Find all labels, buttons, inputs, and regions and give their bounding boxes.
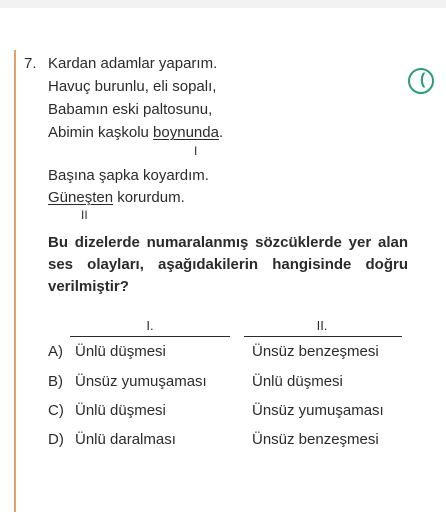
poem-line-4-start: Abimin kaşkolu (48, 124, 154, 141)
option-b-col2: Ünlü düşmesi (252, 373, 343, 390)
column-head-2: II. (316, 318, 328, 333)
option-d-letter[interactable]: D) (48, 431, 64, 448)
option-c-col2: Ünsüz yumuşaması (252, 402, 384, 419)
poem-line-2: Havuç burunlu, eli sopalı, (48, 78, 217, 95)
column-rule-2 (244, 336, 402, 337)
option-a-letter[interactable]: A) (48, 343, 63, 360)
option-b-letter[interactable]: B) (48, 373, 63, 390)
poem-line-6-end: korurdum. (113, 189, 185, 206)
option-a-col2: Ünsüz benzeşmesi (252, 343, 379, 360)
badge-glyph: ( (420, 71, 426, 88)
poem-line-6 (48, 189, 185, 206)
top-strip (0, 0, 446, 8)
question-number: 7. (24, 55, 37, 72)
option-d-col1: Ünlü daralması (75, 431, 176, 448)
roman-mark-2: II (81, 208, 88, 222)
question-text: Bu dizelerde numaralanmış sözcüklerde yer alan ses olayları, aşağıdakilerin hangisinde doğru verilmiştir? (48, 234, 408, 295)
option-b-col1: Ünsüz yumuşaması (75, 373, 207, 390)
marked-word-1: boynunda (153, 124, 219, 141)
option-c-col1: Ünlü düşmesi (75, 402, 166, 419)
poem-line-5: Başına şapka koyardım. (48, 167, 209, 184)
column-rule-1 (70, 336, 230, 337)
poem-line-4-end: . (218, 124, 224, 141)
poem-line-3: Babamın eski paltosunu, (48, 101, 213, 118)
poem-line-1: Kardan adamlar yaparım. (48, 55, 218, 72)
option-d-col2: Ünsüz benzeşmesi (252, 431, 379, 448)
option-a-col1: Ünlü düşmesi (75, 343, 166, 360)
marked-word-2: Güneşten (48, 189, 114, 206)
circled-number-icon (408, 68, 434, 94)
column-head-1: I. (146, 318, 154, 333)
option-c-letter[interactable]: C) (48, 402, 64, 419)
margin-line (14, 50, 16, 512)
roman-mark-1: I (194, 144, 198, 158)
poem-line-4 (48, 124, 223, 141)
